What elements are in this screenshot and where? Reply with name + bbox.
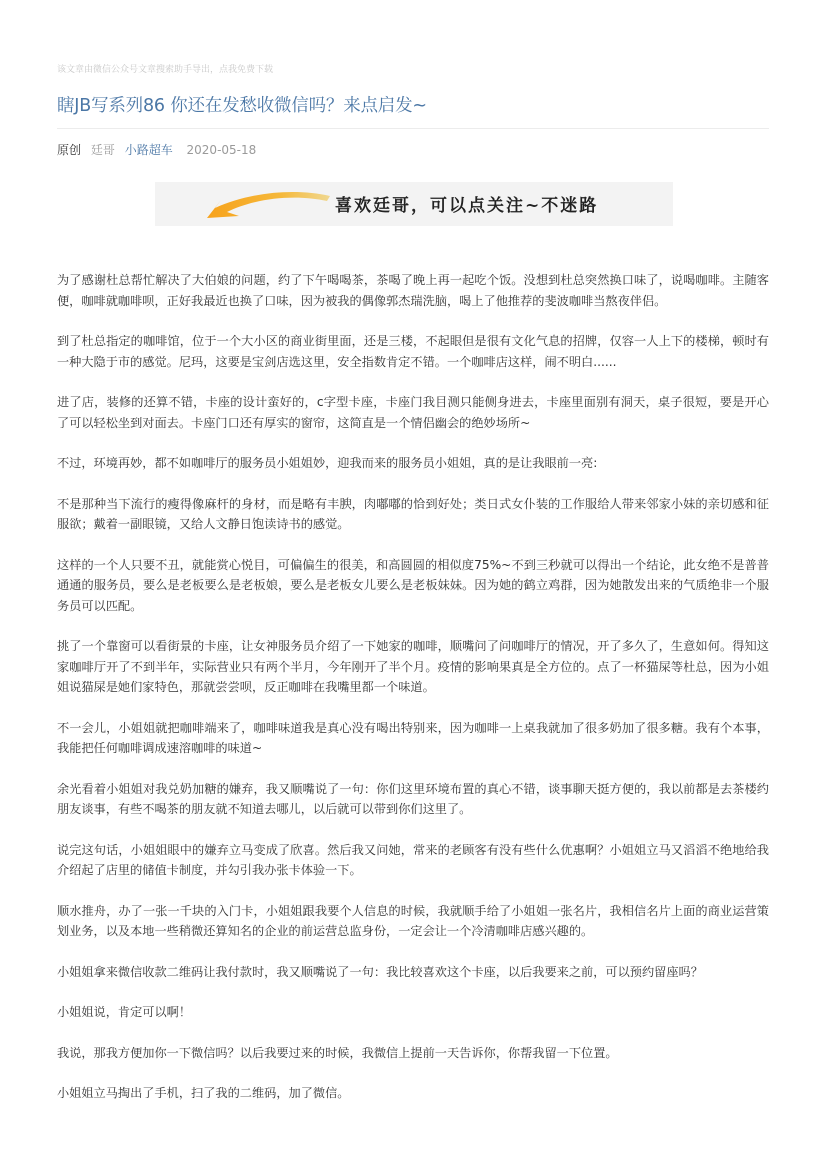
article-paragraph: 不过，环境再妙，都不如咖啡厅的服务员小姐姐妙，迎我而来的服务员小姐姐，真的是让我眼前一亮:	[57, 456, 598, 470]
article-paragraph: 我说，那我方便加你一下微信吗？以后我要过来的时候，我微信上提前一天告诉你，你帮我留一下位置。	[57, 1045, 618, 1060]
article-paragraph: 不是那种当下流行的瘦得像麻杆的身材，而是略有丰腴，肉嘟嘟的恰到好处；类日式女仆装的工作服给人带来邻家小妹的亲切感和征服欲；戴着一副眼镜，又给人文静日饱读诗书的感觉。	[57, 496, 769, 531]
article-paragraph: 挑了一个靠窗可以看街景的卡座，让女神服务员介绍了一下她家的咖啡，顺嘴问了问咖啡厅的情况，开了多久了，生意如何。得知这家咖啡厅开了不到半年，实际营业只有两个半月，今年刚开了半个月。疫情的影响果真是全方位的。点了一杯猫屎等杜总，因为小姐姐说猫屎是她们家特色，那就尝尝呗，反正咖啡在我嘴里都一个味道。	[57, 639, 769, 694]
article-paragraph: 到了杜总指定的咖啡馆，位于一个大小区的商业街里面，还是三楼，不起眼但是很有文化气息的招牌，仅容一人上下的楼梯，顿时有一种大隐于市的感觉。尼玛，这要是宝剑店选这里，安全指数肯定不错。一个咖啡店这样，闹不明白......	[57, 334, 769, 369]
article-paragraph: 这样的一个人只要不丑，就能赏心悦目，可偏偏生的很美，和高圆圆的相似度75%~不到三秒就可以得出一个结论，此女绝不是普普通通的服务员，要么是老板要么是老板娘，要么是老板女儿要么是老板妹妹。因为她的鹤立鸡群，因为她散发出来的气质绝非一个服务员可以匹配。	[57, 557, 769, 613]
article-paragraph: 小姐姐拿来微信收款二维码让我付款时，我又顺嘴说了一句：我比较喜欢这个卡座，以后我要来之前，可以预约留座吗？	[57, 964, 703, 979]
title-divider	[57, 128, 769, 129]
article-paragraph: 不一会儿，小姐姐就把咖啡端来了，咖啡味道我是真心没有喝出特别来，因为咖啡一上桌我就加了很多奶加了很多糖。我有个本事，我能把任何咖啡调成速溶咖啡的味道~	[57, 720, 769, 755]
article-paragraph: 说完这句话，小姐姐眼中的嫌弃立马变成了欣喜。然后我又问她，常来的老顾客有没有些什么优惠啊？小姐姐立马又滔滔不绝地给我介绍起了店里的储值卡制度，并勾引我办张卡体验一下。	[57, 842, 769, 877]
author-name: 廷哥	[90, 143, 115, 157]
article-paragraph: 顺水推舟，办了一张一千块的入门卡，小姐姐跟我要个人信息的时候，我就顺手给了小姐姐一张名片，我相信名片上面的商业运营策划业务，以及本地一些稍微还算知名的企业的前运营总监身份，一定会让一个冷清咖啡店感兴趣的。	[57, 903, 769, 938]
article-page	[57, 0, 769, 1124]
article-title: 瞎JB写系列86 你还在发愁收微信吗？来点启发~	[57, 96, 427, 116]
article-paragraph: 进了店，装修的还算不错，卡座的设计蛮好的，c字型卡座，卡座门我目测只能侧身进去，卡座里面别有洞天，桌子很短，要是开心了可以轻松坐到对面去。卡座门口还有厚实的窗帘，这简直是一个情侣幽会的绝妙场所~	[57, 395, 769, 430]
article-body	[57, 270, 769, 1104]
article-paragraph: 小姐姐立马掏出了手机，扫了我的二维码，加了微信。	[57, 1086, 350, 1100]
original-tag: 原创	[57, 143, 82, 157]
article-paragraph: 余光看着小姐姐对我兑奶加糖的嫌弃，我又顺嘴说了一句：你们这里环境布置的真心不错，谈事聊天挺方便的，我以前都是去茶楼约朋友谈事，有些不喝茶的朋友就不知道去哪儿，以后就可以带到你们这里了。	[57, 781, 769, 816]
account-link[interactable]: 小路超车	[124, 143, 173, 157]
banner-text: 喜欢廷哥，可以点关注~不迷路	[335, 196, 599, 216]
follow-banner	[155, 182, 673, 226]
article-meta	[57, 142, 769, 158]
article-paragraph: 为了感谢杜总帮忙解决了大伯娘的问题，约了下午喝喝茶，茶喝了晚上再一起吃个饭。没想到杜总突然换口味了，说喝咖啡。主随客便，咖啡就咖啡呗，正好我最近也换了口味，因为被我的偶像郭杰瑞洗脑，喝上了他推荐的斐波咖啡当熬夜伴侣。	[57, 273, 769, 308]
publish-date: 2020-05-18	[186, 143, 257, 157]
article-paragraph: 小姐姐说，肯定可以啊！	[57, 1005, 192, 1019]
export-notice[interactable]: 该文章由微信公众号文章搜索助手导出，点我免费下载	[57, 65, 274, 75]
